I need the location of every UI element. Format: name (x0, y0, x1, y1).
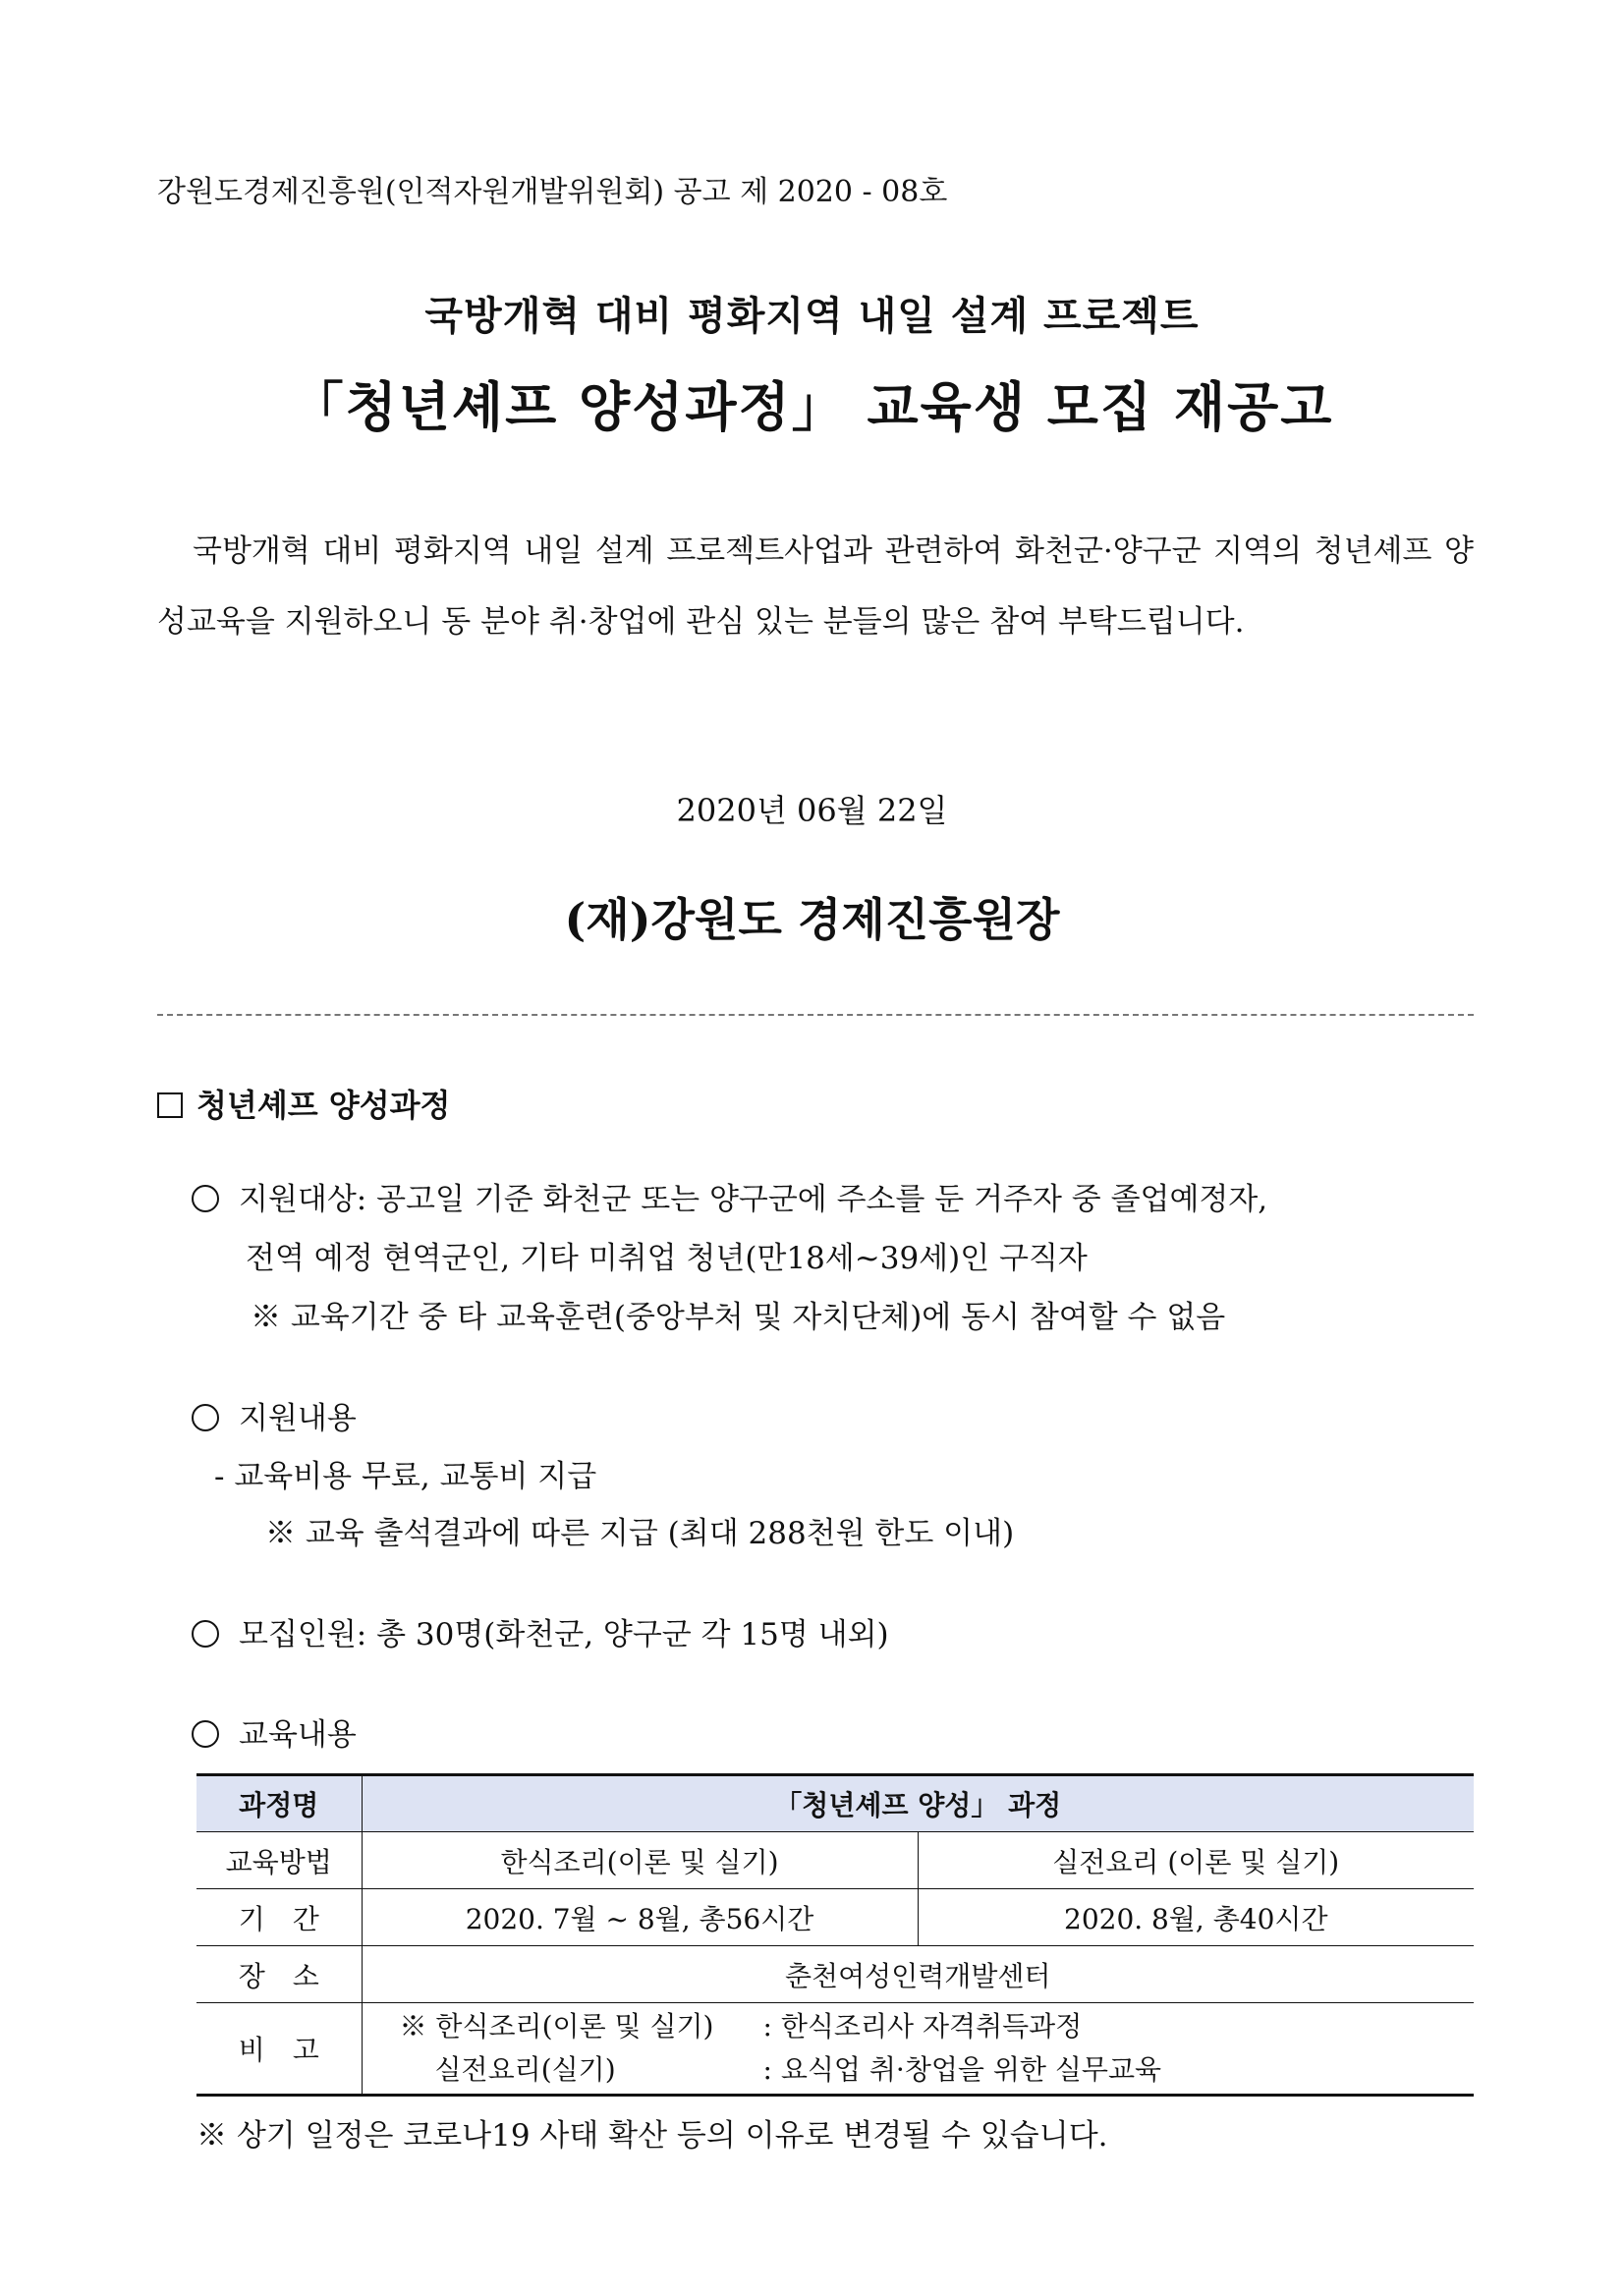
square-bullet-icon (157, 1092, 183, 1118)
intro-paragraph: 국방개혁 대비 평화지역 내일 설계 프로젝트사업과 관련하여 화천군·양구군 지역의 청년셰프 양성교육을 지원하오니 동 분야 취·창업에 관심 있는 분들의 많은 참여 부탁드립니다. (157, 533, 1474, 640)
target-line-2: 전역 예정 현역군인, 기타 미취업 청년(만18세~39세)인 구직자 (246, 1241, 1088, 1276)
support-line-1: - 교육비용 무료, 교통비 지급 (214, 1459, 597, 1494)
title-line-2: 「청년셰프 양성과정」 교육생 모집 재공고 (290, 375, 1334, 438)
course-table (196, 1773, 1474, 2097)
table-row (196, 1889, 1474, 1946)
recruit-item (192, 1609, 889, 1653)
circle-bullet-icon (192, 1620, 219, 1648)
remark-line-2 (400, 2048, 1475, 2092)
table-header-row (196, 1775, 1474, 1832)
remarks-value (362, 2003, 1474, 2096)
notice-number: 강원도경제진흥원(인적자원개발위원회) 공고 제 2020 - 08호 (157, 175, 948, 209)
notice-date: 2020년 06월 22일 (676, 792, 948, 829)
footnote: ※ 상기 일정은 코로나19 사태 확산 등의 이유로 변경될 수 있습니다. (196, 2118, 1108, 2154)
table-row (196, 2003, 1474, 2096)
remark-1-b: : 한식조리사 자격취득과정 (762, 2010, 1083, 2043)
remarks-label: 비 고 (196, 2003, 362, 2096)
method-a: 한식조리(이론 및 실기) (362, 1832, 918, 1889)
method-b: 실전요리 (이론 및 실기) (918, 1832, 1474, 1889)
place-label: 장 소 (196, 1946, 362, 2003)
remark-2-a: 실전요리(실기) (434, 2053, 616, 2086)
table-row (196, 1832, 1474, 1889)
period-a: 2020. 7월 ~ 8월, 총56시간 (362, 1889, 918, 1946)
target-note: ※ 교육기간 중 타 교육훈련(중앙부처 및 자치단체)에 동시 참여할 수 없음 (251, 1300, 1226, 1335)
place-value: 춘천여성인력개발센터 (362, 1946, 1474, 2003)
circle-bullet-icon (192, 1720, 219, 1748)
target-item (192, 1174, 1267, 1218)
recruit-text: 모집인원: 총 30명(화천군, 양구군 각 15명 내외) (239, 1617, 889, 1652)
target-line-1: 지원대상: 공고일 기준 화천군 또는 양구군에 주소를 둔 거주자 중 졸업예정자, (239, 1182, 1268, 1217)
issuer: (재)강원도 경제진흥원장 (564, 893, 1060, 946)
content-item (192, 1709, 357, 1754)
dashed-divider (157, 1014, 1474, 1016)
period-label: 기 간 (196, 1889, 362, 1946)
method-label: 교육방법 (196, 1832, 362, 1889)
content-title: 교육내용 (239, 1717, 357, 1753)
table-row (196, 1946, 1474, 2003)
circle-bullet-icon (192, 1185, 219, 1212)
section-heading (157, 1081, 450, 1126)
support-item (192, 1393, 357, 1437)
support-title: 지원내용 (239, 1401, 357, 1436)
section-title: 청년셰프 양성과정 (196, 1087, 451, 1124)
remark-line-1 (400, 2005, 1475, 2048)
remark-1-a: ※ 한식조리(이론 및 실기) (399, 2010, 714, 2043)
support-note: ※ 교육 출석결과에 따른 지급 (최대 288천원 한도 이내) (265, 1516, 1015, 1551)
remark-2-b: : 요식업 취·창업을 위한 실무교육 (762, 2053, 1162, 2086)
course-name-value: 「청년셰프 양성」 과정 (362, 1775, 1474, 1832)
course-name-label: 과정명 (196, 1775, 362, 1832)
title-line-1: 국방개혁 대비 평화지역 내일 설계 프로젝트 (424, 293, 1200, 339)
period-b: 2020. 8월, 총40시간 (918, 1889, 1474, 1946)
circle-bullet-icon (192, 1404, 219, 1431)
